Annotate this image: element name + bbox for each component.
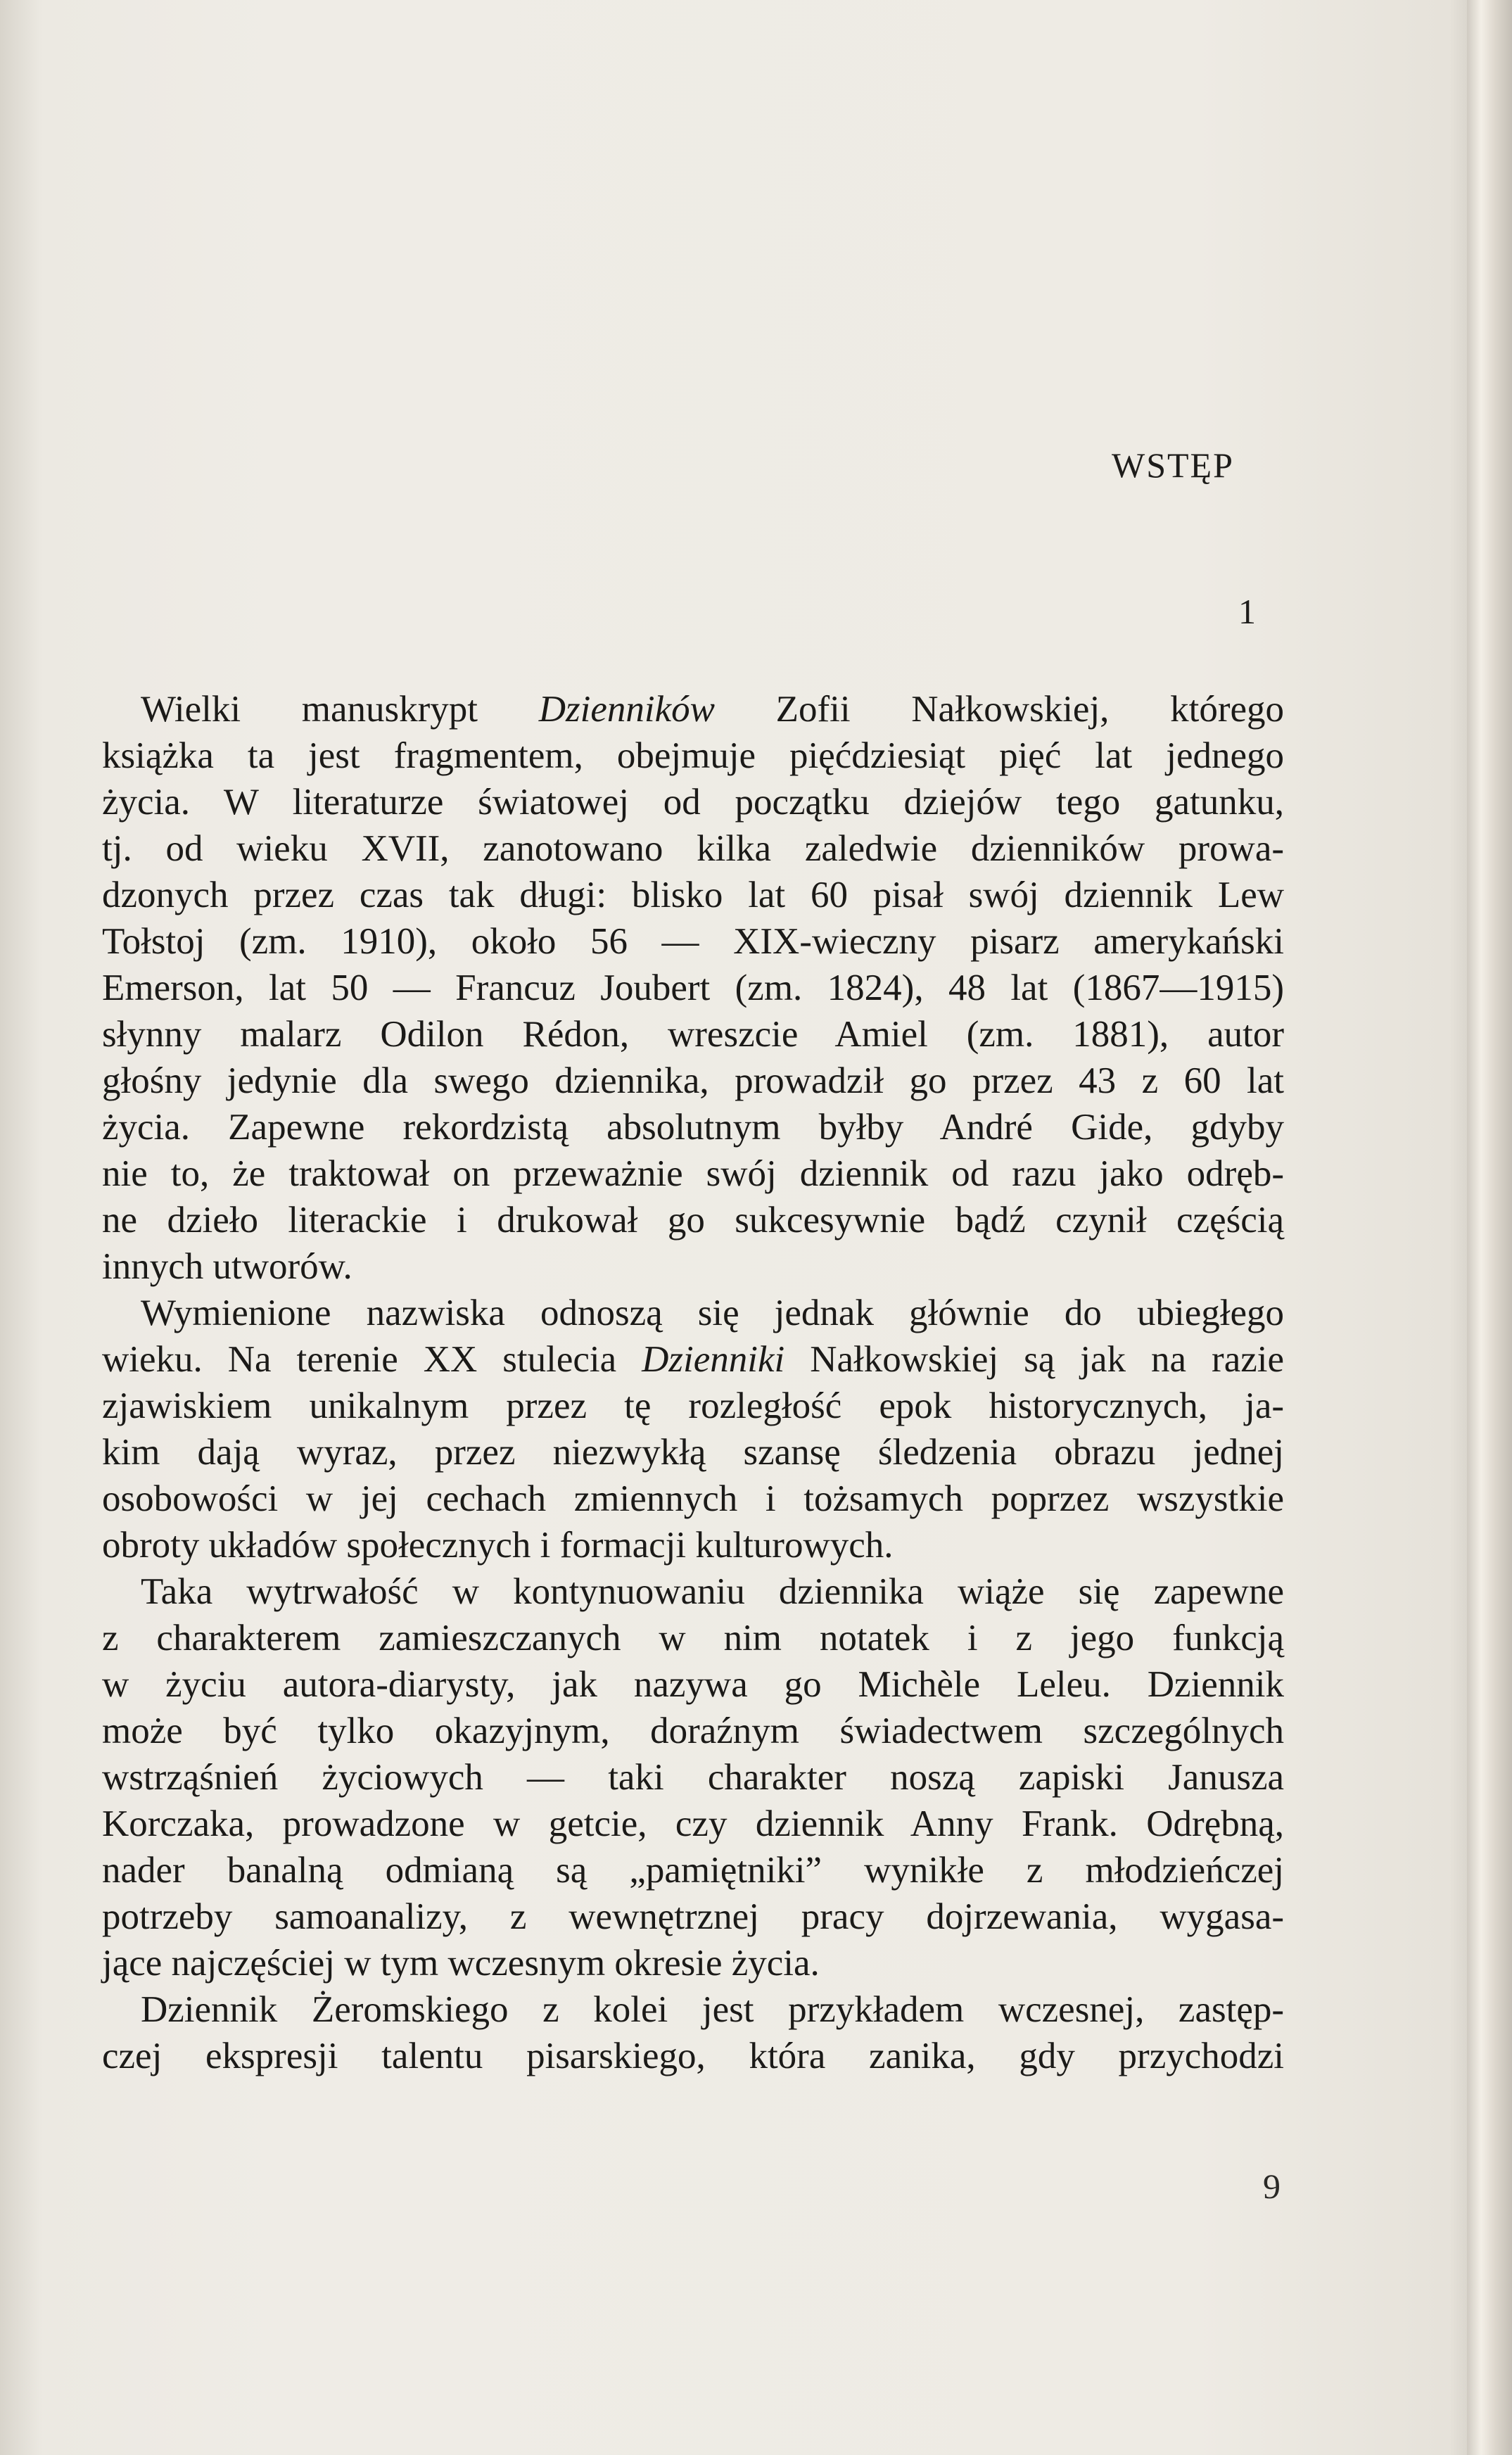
text-line: Wymienione nazwiska odnoszą się jednak głównie do ubiegłego [141,1293,1284,1333]
text-line: słynny malarz Odilon Rédon, wreszcie Amiel (zm. 1881), autor [102,1014,1284,1055]
text-line: wieku. Na terenie XX stulecia Dzienniki Nałkowskiej są jak na razie [102,1339,1284,1380]
text-line: innych utworów. [102,1246,352,1287]
text-line: Korczaka, prowadzone w getcie, czy dziennik Anny Frank. Odrębną, [102,1803,1284,1844]
paragraph-2 [102,1290,1284,1568]
text-line: Dziennik Żeromskiego z kolei jest przykładem wczesnej, zastęp- [141,1989,1284,2030]
page-edge [1467,0,1512,2455]
page-number: 9 [1263,2167,1281,2206]
paragraph-4 [102,1986,1284,2079]
body-text [102,686,1284,2079]
text-line: może być tylko okazyjnym, doraźnym świadectwem szczególnych [102,1711,1284,1751]
text-line: kim dają wyraz, przez niezwykłą szansę śledzenia obrazu jednej [102,1432,1284,1473]
text-line: życia. W literaturze światowej od początku dziejów tego gatunku, [102,782,1284,823]
italic-title: Dzienników [538,689,715,730]
text-line: obroty układów społecznych i formacji kulturowych. [102,1525,894,1566]
text-line: książka ta jest fragmentem, obejmuje pięćdziesiąt pięć lat jednego [102,735,1284,776]
text-line: tj. od wieku XVII, zanotowano kilka zaledwie dzienników prowa- [102,828,1284,869]
section-number: 1 [1238,592,1256,631]
text-line: Tołstoj (zm. 1910), około 56 — XIX-wieczny pisarz amerykański [102,921,1284,962]
text-line: nader banalną odmianą są „pamiętniki” wynikłe z młodzieńczej [102,1850,1284,1891]
text-line: nie to, że traktował on przeważnie swój dziennik od razu jako odręb- [102,1153,1284,1194]
paragraph-1 [102,686,1284,1290]
text-line: z charakterem zamieszczanych w nim notatek i z jego funkcją [102,1618,1284,1658]
text-line: zjawiskiem unikalnym przez tę rozległość epok historycznych, ja- [102,1385,1284,1426]
text-line: osobowości w jej cechach zmiennych i tożsamych poprzez wszystkie [102,1478,1284,1519]
text-line: dzonych przez czas tak długi: blisko lat 60 pisał swój dziennik Lew [102,875,1284,915]
text-line: potrzeby samoanalizy, z wewnętrznej pracy dojrzewania, wygasa- [102,1896,1284,1937]
text-line: wstrząśnień życiowych — taki charakter noszą zapiski Janusza [102,1757,1284,1798]
italic-title: Dzienniki [642,1339,785,1380]
text-line: w życiu autora-diarysty, jak nazywa go Michèle Leleu. Dziennik [102,1664,1284,1705]
text-line: ne dzieło literackie i drukował go sukcesywnie bądź czynił częścią [102,1200,1284,1241]
text-line: Wielki manuskrypt Dzienników Zofii Nałkowskiej, którego [141,689,1284,730]
text-line: jące najczęściej w tym wczesnym okresie życia. [102,1943,820,1984]
text-line: życia. Zapewne rekordzistą absolutnym byłby André Gide, gdyby [102,1107,1284,1148]
text-line: czej ekspresji talentu pisarskiego, która zanika, gdy przychodzi [102,2036,1284,2076]
chapter-heading: WSTĘP [1112,445,1234,485]
text-line: głośny jedynie dla swego dziennika, prowadził go przez 43 z 60 lat [102,1060,1284,1101]
text-line: Taka wytrwałość w kontynuowaniu dziennika wiąże się zapewne [141,1571,1284,1612]
text-line: Emerson, lat 50 — Francuz Joubert (zm. 1824), 48 lat (1867—1915) [102,968,1284,1008]
paragraph-3 [102,1568,1284,1986]
